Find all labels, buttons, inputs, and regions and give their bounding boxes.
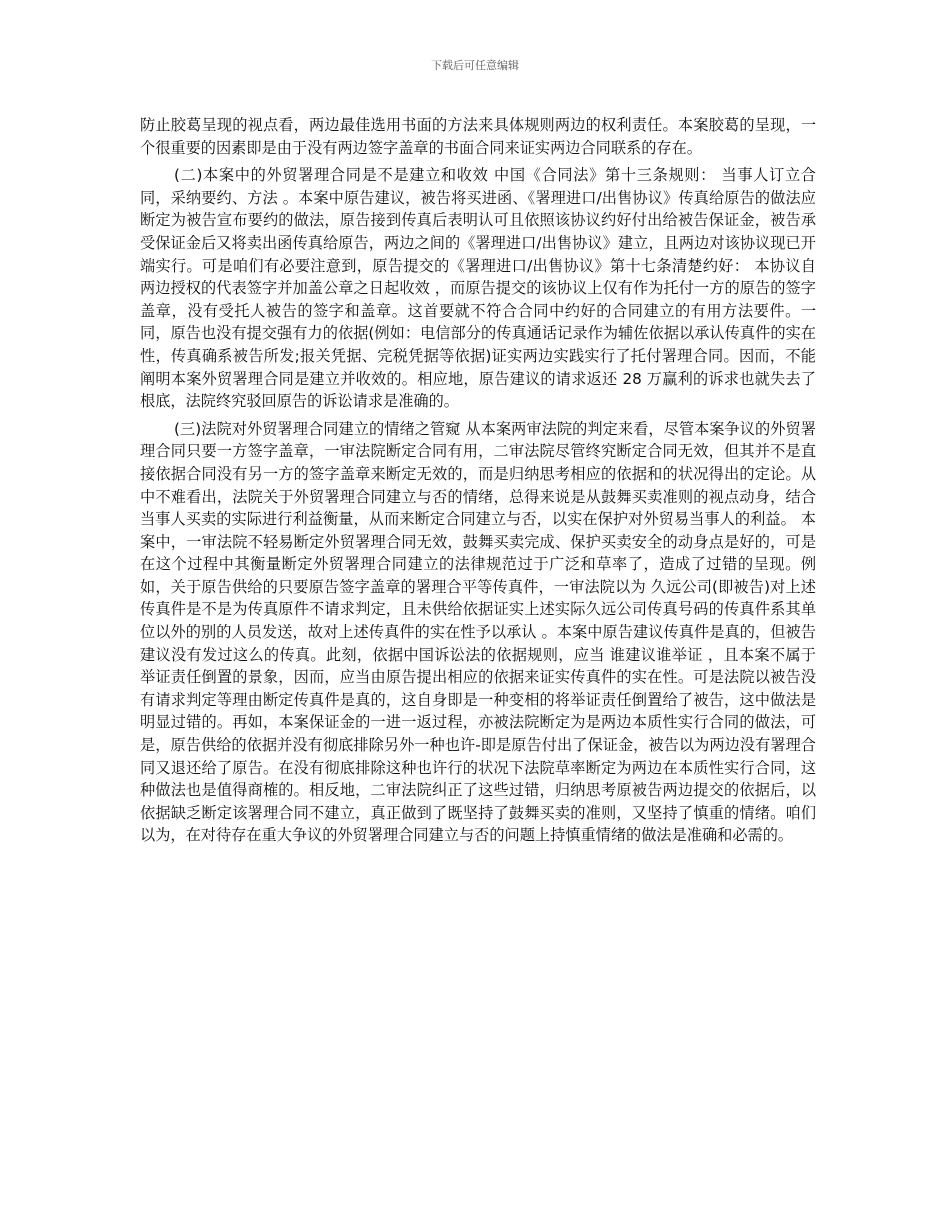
paragraph-2: (二)本案中的外贸署理合同是不是建立和收效 中国《合同法》第十三条规则： 当事人订立合同，采纳要约、方法 。本案中原告建议，被告将买进函、《署理进口/出售协议》传真给原告的做法应断定为被告宣布要约的做法，原告接到传真后表明认可且依照该协议约好付出给被告保证金，被告承受保证金后又将卖出函传真给原告，两边之间的《署理进口/出售协议》建立，且两边对该协议现已开端实行。可是咱们有必要注意到，原告提交的《署理进口/出售协议》第十七条清楚约好： 本协议自两边授权的代表签字并加盖公章之日起收效 ，而原告提交的该协议上仅有作为托付一方的原告的签字盖章，没有受托人被告的签字和盖章。这首要就不符合合同中约好的合同建立的有用方法要件。一同，原告也没有提交强有力的依据(例如：电信部分的传真通话记录作为辅佐依据以承认传真件的实在性，传真确系被告所发;报关凭据、完税凭据等依据)证实两边实践实行了托付署理合同。因而，不能阐明本案外贸署理合同是建立并收效的。相应地，原告建议的请求返还 28 万赢利的诉求也就失去了根底，法院终究驳回原告的诉讼请求是准确的。 (140, 166, 816, 411)
document-body (140, 114, 816, 852)
page-header: 下载后可任意编辑 (431, 59, 519, 72)
paragraph-1: 防止胶葛呈现的视点看，两边最佳选用书面的方法来具体规则两边的权利责任。本案胶葛的呈现，一个很重要的因素即是由于没有两边签字盖章的书面合同来证实两边合同联系的存在。 (140, 116, 816, 157)
paragraph-3: (三)法院对外贸署理合同建立的情绪之管窥 从本案两审法院的判定来看，尽管本案争议的外贸署理合同只要一方签字盖章，一审法院断定合同有用，二审法院尽管终究断定合同无效，但其并不是直接依据合同没有另一方的签字盖章来断定无效的，而是归纳思考相应的依据和的状况得出的定论。从中不难看出，法院关于外贸署理合同建立与否的情绪，总得来说是从鼓舞买卖准则的视点动身，结合当事人买卖的实际进行利益衡量，从而来断定合同建立与否，以实在保护对外贸易当事人的利益。 本案中，一审法院不轻易断定外贸署理合同无效，鼓舞买卖完成、保护买卖安全的动身点是好的，可是在这个过程中其衡量断定外贸署理合同建立的法律规范过于广泛和草率了，造成了过错的呈现。例如，关于原告供给的只要原告签字盖章的署理合平等传真件，一审法院以为 久远公司(即被告)对上述传真件是不是为传真原件不请求判定，且未供给依据证实上述实际久远公司传真号码的传真件系其单位以外的别的人员发送，故对上述传真件的实在性予以承认 。本案中原告建议传真件是真的，但被告建议没有发过这么的传真。此刻，依据中国诉讼法的依据规则，应当 谁建议谁举证 ，且本案不属于举证责任倒置的景象，因而，应当由原告提出相应的依据来证实传真件的实在性。可是法院以被告没有请求判定等理由断定传真件是真的，这自身即是一种变相的将举证责任倒置给了被告，这中做法是明显过错的。再如，本案保证金的一进一返过程，亦被法院断定为是两边本质性实行合同的做法，可是，原告供给的依据并没有彻底排除另外一种也许-即是原告付出了保证金，被告以为两边没有署理合同又退还给了原告。在没有彻底排除这种也许行的状况下法院草率断定为两边在本质性实行合同，这种做法也是值得商榷的。相反地，二审法院纠正了这些过错，归纳思考原被告两边提交的依据后，以依据缺乏断定该署理合同不建立，真正做到了既坚持了鼓舞买卖的准则，又坚持了慎重的情绪。咱们以为，在对待存在重大争议的外贸署理合同建立与否的问题上持慎重情绪的做法是准确和必需的。 (140, 419, 816, 845)
